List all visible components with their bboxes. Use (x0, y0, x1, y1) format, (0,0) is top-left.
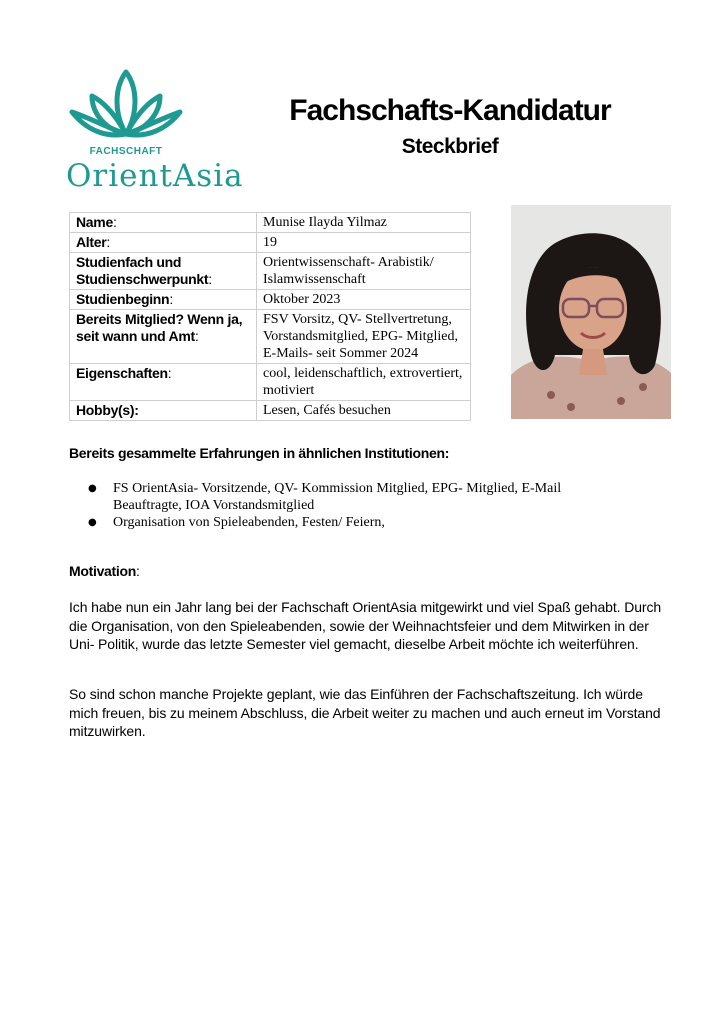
lotus-icon (66, 66, 186, 146)
row-value: FSV Vorsitz, QV- Stellvertretung, Vorstandsmitglied, EPG- Mitglied, E-Mails- seit Sommer 2024 (257, 310, 471, 364)
experience-list (69, 480, 629, 531)
table-row (70, 233, 471, 253)
row-value: cool, leidenschaftlich, extrovertiert, motiviert (257, 364, 471, 401)
row-label: Eigenschaften: (70, 364, 257, 401)
table-row (70, 401, 471, 421)
experience-heading: Bereits gesammelte Erfahrungen in ähnlichen Institutionen: (69, 445, 450, 461)
motivation-paragraph-2: So sind schon manche Projekte geplant, wie das Einführen der Fachschaftszeitung. Ich würde mich freuen, bis zu meinem Abschluss, die Arbeit weiter zu machen und auch erneut im Vorstand mitzuwirken. (69, 686, 661, 739)
table-row (70, 364, 471, 401)
page-subtitle: Steckbrief (401, 135, 499, 158)
row-value: 19 (257, 233, 471, 253)
table-row (70, 290, 471, 310)
page-title: Fachschafts-Kandidatur (289, 94, 611, 127)
row-label: Alter: (70, 233, 257, 253)
row-value: Orientwissenschaft- Arabistik/ Islamwissenschaft (257, 253, 471, 290)
table-row (70, 213, 471, 233)
row-value: Oktober 2023 (257, 290, 471, 310)
row-label: Name: (70, 213, 257, 233)
table-row (70, 253, 471, 290)
logo-subtitle: FACHSCHAFT (89, 146, 163, 157)
row-label: Bereits Mitglied? Wenn ja, seit wann und Amt: (70, 310, 257, 364)
row-label: Studienfach und Studienschwerpunkt: (70, 253, 257, 290)
fachschaft-logo (66, 66, 244, 202)
list-item: ● FS OrientAsia- Vorsitzende, QV- Kommission Mitglied, EPG- Mitglied, E-Mail Beauftragte, IOA Vorstandsmitglied (69, 480, 629, 514)
row-label: Studienbeginn: (70, 290, 257, 310)
row-label: Hobby(s): (70, 401, 257, 421)
list-item: ● Organisation von Spieleabenden, Festen/ Feiern, (69, 514, 629, 531)
logo-wordmark: OrientAsia (66, 158, 244, 194)
portrait-photo (511, 205, 671, 419)
profile-table (69, 212, 471, 421)
motivation-paragraph-1: Ich habe nun ein Jahr lang bei der Fachschaft OrientAsia mitgewirkt und viel Spaß gehabt. Durch die Organisation, von den Spieleabenden, sowie der Weihnachtsfeier und dem Mitwirken in der Uni- Politik, wurde das letzte Semester viel gemacht, dieselbe Arbeit möchte ich weiterführen. (69, 599, 662, 652)
row-value: Munise Ilayda Yilmaz (257, 213, 471, 233)
motivation-heading: Motivation: (69, 563, 140, 579)
row-value: Lesen, Cafés besuchen (257, 401, 471, 421)
table-row (70, 310, 471, 364)
